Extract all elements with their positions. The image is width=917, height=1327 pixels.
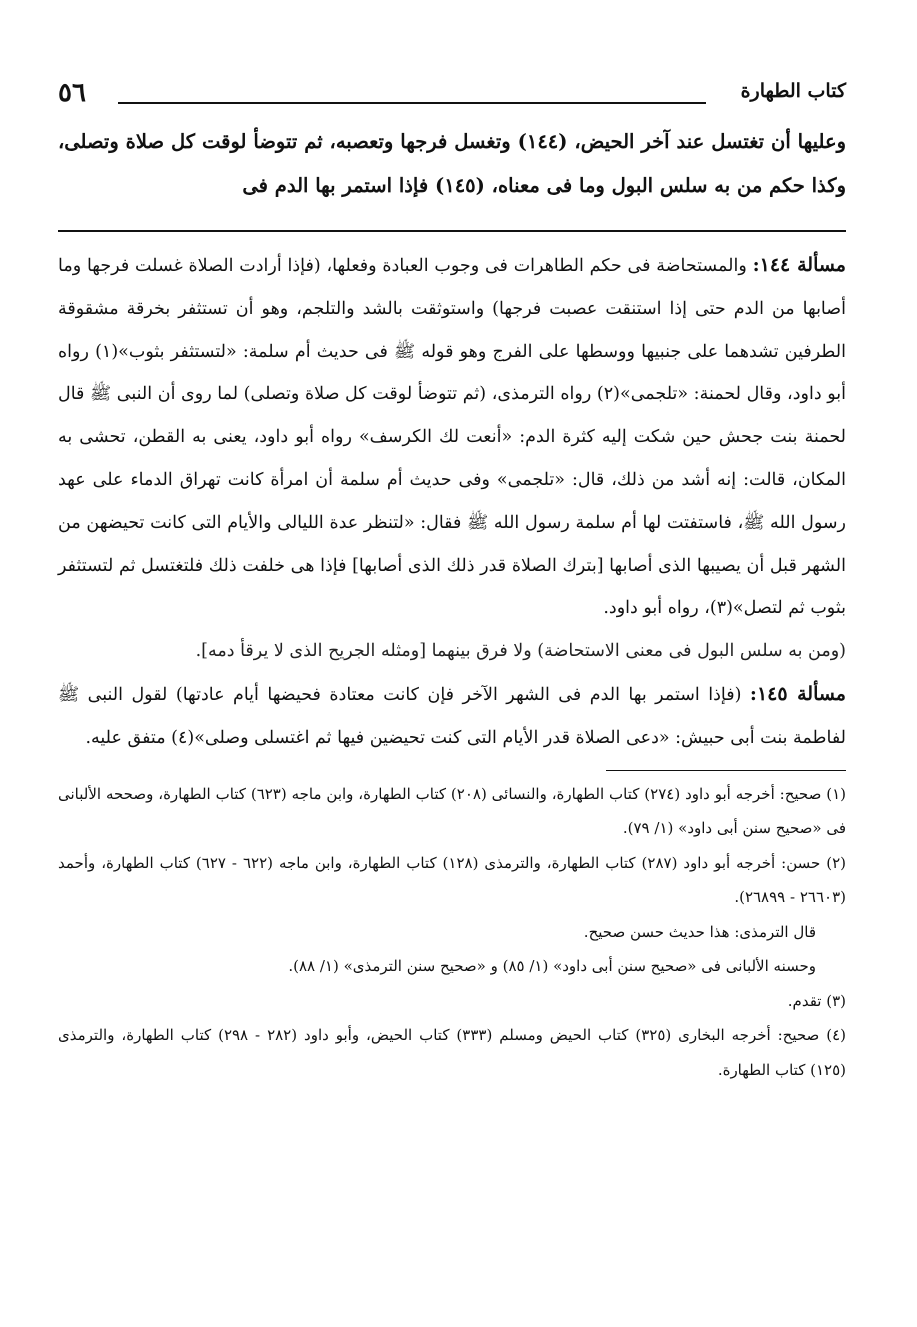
footnote-2-grading: وحسنه الألبانى فى «صحيح سنن أبى داود» (١/ ٨٥) و «صحيح سنن الترمذى» (١/ ٨٨).: [288, 957, 816, 976]
issue-145-label: مسألة ١٤٥:: [749, 682, 846, 705]
header-rule: [118, 102, 706, 104]
footnote-4: (٤) صحيح: أخرجه البخارى (٣٢٥) كتاب الحيض ومسلم (٣٣٣) كتاب الحيض، وأبو داود (٢٨٢ - ٢٩٨) كتاب الطهارة، والترمذى (١٢٥) كتاب الطهارة.: [58, 1026, 846, 1079]
main-text: وعليها أن تغتسل عند آخر الحيض، (١٤٤) وتغسل فرجها وتعصبه، ثم تتوضأ لوقت كل صلاة وتصلى، وكذا حكم من به سلس البول وما فى معناه، (١٤٥) فإذا استمر بها الدم فى: [58, 130, 846, 197]
issue-144-text: والمستحاضة فى حكم الطاهرات فى وجوب العبادة وفعلها، (فإذا أرادت الصلاة غسلت فرجها وما أصابها من الدم حتى إذا استنقت عصبت فرجها) واستوثقت بالشد والتلجم، وهو أن تستثفر بخرقة مشقوقة الطرفين تشدهما على جنبيها ووسطها على الفرج وهو قوله ﷺ فى حديث أم سلمة: «لتستثفر بثوب»(١) رواه أبو داود، وقال لحمنة: «تلجمى»(٢) رواه الترمذى، (ثم تتوضأ لوقت كل صلاة وتصلى) لما روى أن النبى ﷺ قال لحمنة بنت جحش حين شكت إليه كثرة الدم: «أنعت لك الكرسف» رواه أبو داود، يعنى به القطن، تحشى به المكان، قالت: إنه أشد من ذلك، قال: «تلجمى» وفى حديث أم سلمة أن امرأة كانت تهراق الدماء على عهد رسول الله ﷺ، فاستفتت لها أم سلمة رسول الله ﷺ فقال: «لتنظر عدة الليالى والأيام التى كانت تحيضهن من الشهر قبل أن يصيبها الذى أصابها [بترك الصلاة قدر ذلك الذى أصابها] فإذا هى خلفت ذلك فلتغتسل ثم لتستثفر بثوب ثم لتصل»(٣)، رواه أبو داود.: [58, 256, 846, 619]
issue-144: [58, 244, 846, 630]
footnote-divider: [606, 770, 846, 771]
section-divider: [58, 230, 846, 232]
page-number: ٥٦: [58, 78, 86, 108]
book-page: [58, 78, 846, 1087]
issue-145-text: (فإذا استمر بها الدم فى الشهر الآخر فإن كانت معتادة فحيضها أيام عادتها) لقول النبى ﷺ لفاطمة بنت أبى حبيش: «دعى الصلاة قدر الأيام التى كنت تحيضين فيها ثم اغتسلى وصلى»(٤) متفق عليه.: [58, 684, 846, 748]
footnotes: [58, 777, 846, 1088]
footnote-2-comment: قال الترمذى: هذا حديث حسن صحيح.: [583, 922, 816, 941]
footnote-1: (١) صحيح: أخرجه أبو داود (٢٧٤) كتاب الطهارة، والنسائى (٢٠٨) كتاب الطهارة، وابن ماجه (٦٢٣) كتاب الطهارة، وصححه الألبانى فى «صحيح سنن أبى داود» (١/ ٧٩).: [58, 784, 846, 838]
footnote-2: (٢) حسن: أخرجه أبو داود (٢٨٧) كتاب الطهارة، والترمذى (١٢٨) كتاب الطهارة، وابن ماجه (٦٢٢ - ٦٢٧) كتاب الطهارة، وأحمد (٢٦٦٠٣ - ٢٦٨٩٩).: [58, 853, 847, 907]
running-header: [58, 78, 846, 116]
chapter-title: كتاب الطهارة: [740, 80, 846, 102]
issue-145: [58, 673, 846, 760]
footnote-3: (٣) تقدم.: [787, 991, 846, 1010]
note-text: (ومن به سلس البول فى معنى الاستحاضة) ولا فرق بينهما [ومثله الجريح الذى لا يرقأ دمه].: [195, 641, 846, 662]
issue-144-label: مسألة ١٤٤:: [752, 254, 846, 276]
